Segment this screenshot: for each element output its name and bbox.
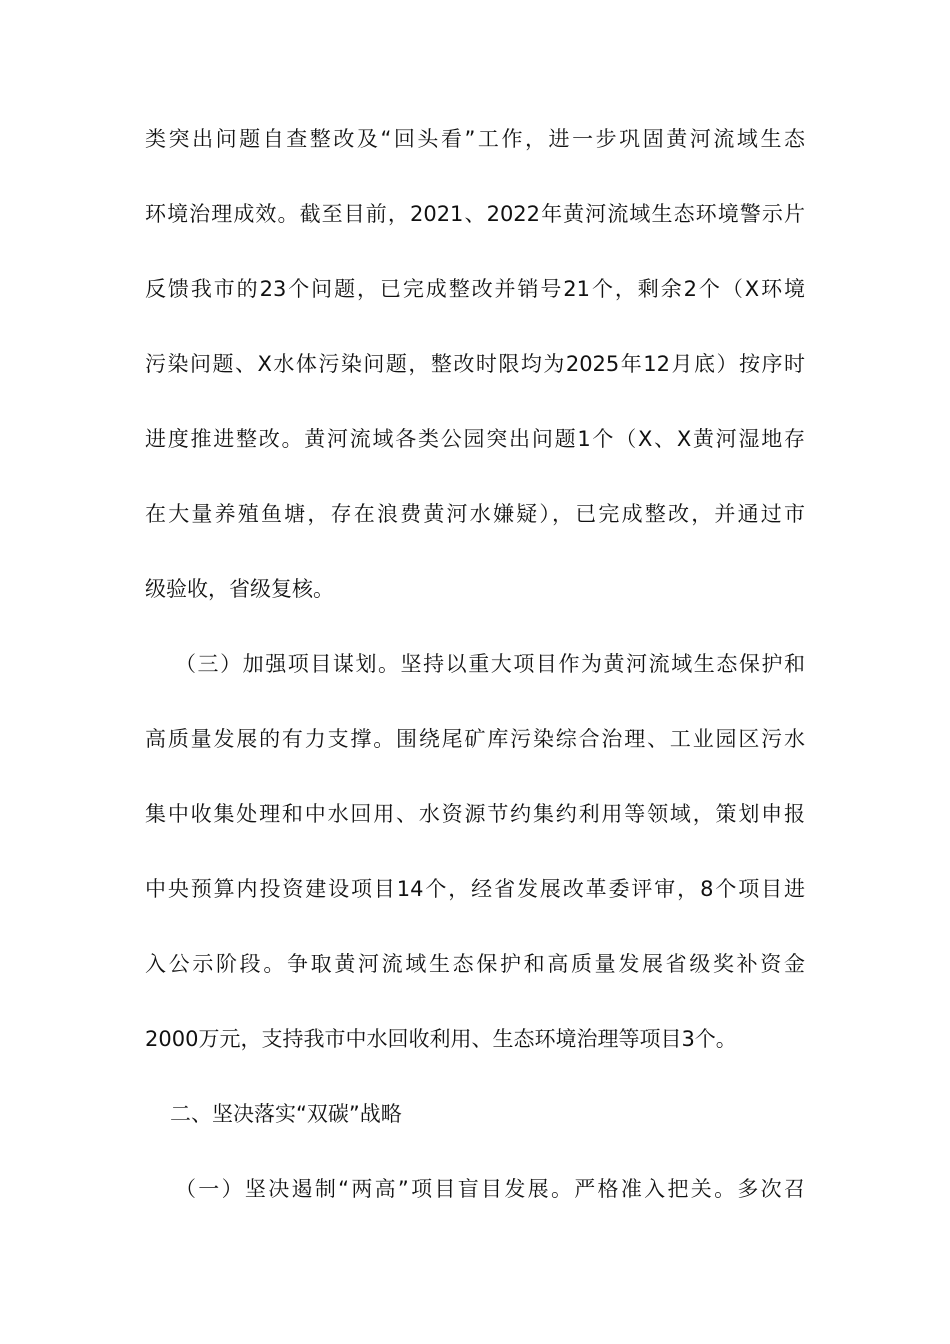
paragraph-line: 环境治理成效。截至目前，2021、2022年黄河流域生态环境警示片	[145, 202, 805, 226]
document-page	[145, 102, 805, 1227]
section-heading: 二、坚决落实“双碳”战略	[170, 1102, 402, 1126]
subheading-line: （三）加强项目谋划。坚持以重大项目作为黄河流域生态保护和	[175, 652, 805, 676]
paragraph-line: 高质量发展的有力支撑。围绕尾矿库污染综合治理、工业园区污水	[145, 727, 805, 751]
paragraph-line: 中央预算内投资建设项目14个，经省发展改革委评审，8个项目进	[145, 877, 805, 901]
paragraph-line: 污染问题、X水体污染问题，整改时限均为2025年12月底）按序时	[145, 352, 805, 376]
paragraph-line: 2000万元，支持我市中水回收利用、生态环境治理等项目3个。	[145, 1027, 737, 1051]
paragraph-line: 在大量养殖鱼塘，存在浪费黄河水嫌疑），已完成整改，并通过市	[145, 502, 805, 526]
paragraph-line: 反馈我市的23个问题，已完成整改并销号21个，剩余2个（X环境	[145, 277, 805, 301]
paragraph-line: 集中收集处理和中水回用、水资源节约集约利用等领域，策划申报	[145, 802, 805, 826]
paragraph-line: 级验收，省级复核。	[145, 577, 334, 601]
subheading-line: （一）坚决遏制“两高”项目盲目发展。严格准入把关。多次召	[175, 1177, 805, 1201]
paragraph-line: 入公示阶段。争取黄河流域生态保护和高质量发展省级奖补资金	[145, 952, 805, 976]
paragraph-line: 进度推进整改。黄河流域各类公园突出问题1个（X、X黄河湿地存	[145, 427, 805, 451]
paragraph-line: 类突出问题自查整改及“回头看”工作，进一步巩固黄河流域生态	[145, 127, 805, 151]
